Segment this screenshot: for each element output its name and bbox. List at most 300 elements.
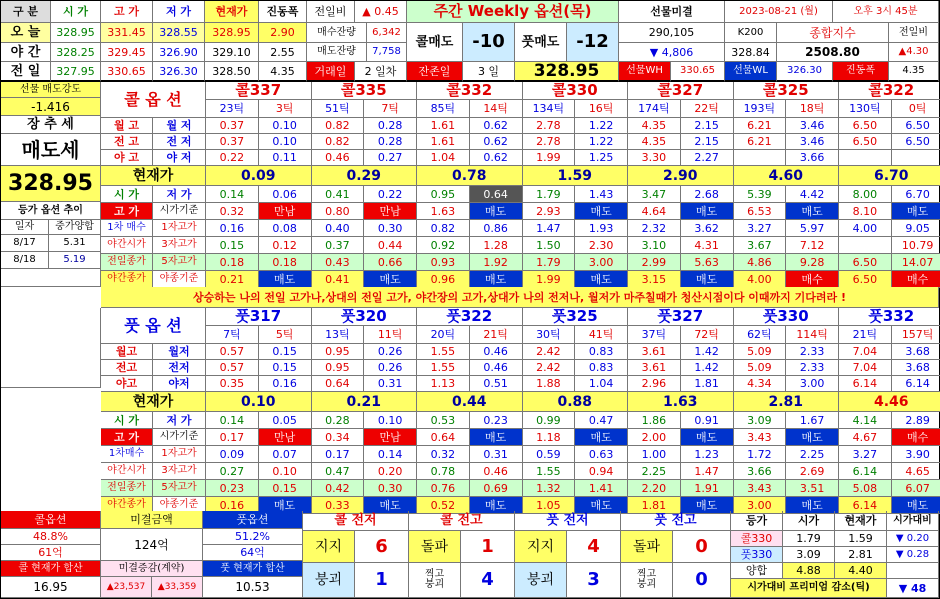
call-tick-b-0: 3틱 — [259, 100, 312, 118]
premium-label: 시가대비 프리미엄 감소(틱) — [731, 579, 887, 598]
call-bn-a-1: 0.41 — [312, 271, 365, 288]
call-bn-b-5: 매수 — [786, 271, 839, 288]
today-range: 2.90 — [259, 23, 307, 43]
call-b1-a-0: 0.16 — [206, 220, 259, 237]
call-monthly-lo-label: 월 저 — [153, 118, 206, 134]
put-prev-hi-1: 0.95 — [312, 360, 365, 376]
put-b5-b-3: 1.41 — [575, 480, 628, 497]
put-b5-a-1: 0.42 — [312, 480, 365, 497]
oi-change-label: 미결증감(계약) — [101, 561, 203, 577]
put-open-2: 0.53 — [417, 412, 470, 429]
call-b3-b-2: 1.28 — [470, 237, 523, 254]
eq-cur-label: 현재가 — [835, 511, 887, 531]
trend-title: 등가 옵션 추이 — [1, 202, 101, 220]
call-b1-b-4: 3.62 — [681, 220, 734, 237]
call-night-hi-1: 0.46 — [312, 150, 365, 166]
vib-value: 4.35 — [889, 62, 939, 82]
prevday-value: ▲ 0.45 — [355, 1, 407, 23]
call-b3-b-1: 0.44 — [364, 237, 417, 254]
k200-label: K200 — [725, 23, 777, 43]
pjg-break: 0 — [673, 531, 731, 563]
put-low-0: 0.05 — [259, 412, 312, 429]
eq-put-strike: 풋330 — [731, 547, 783, 563]
eq-vs-label: 시가대비 — [887, 511, 939, 531]
oi-change-call: ▲23,537 — [101, 577, 152, 598]
put-b3-label-a: 야간시가 — [101, 463, 153, 480]
prev-low: 326.30 — [153, 62, 205, 82]
put-sum: 10.53 — [203, 577, 303, 598]
strength-value: -1.416 — [1, 98, 101, 116]
put-b3-b-1: 0.20 — [364, 463, 417, 480]
wh-value: 330.65 — [671, 62, 725, 82]
call-option-label: 콜옵션 — [1, 511, 101, 529]
cjj-support-label: 지지 — [303, 531, 355, 563]
put-prev-lo-label: 전저 — [153, 360, 206, 376]
call-b3-b-5: 7.12 — [786, 237, 839, 254]
composite-value: 2508.80 — [777, 43, 889, 62]
composite-prev-change: ▲4.30 — [889, 43, 939, 62]
put-tick-a-6: 21틱 — [839, 326, 892, 344]
call-night-hi-2: 1.04 — [417, 150, 470, 166]
yang-empty — [887, 563, 939, 579]
call-prevlow-label: 콜 전저 — [303, 511, 409, 531]
tradeday-value: 2 일차 — [355, 62, 407, 82]
call-night-hi-label: 야 고 — [101, 150, 153, 166]
call-b1-b-6: 9.05 — [892, 220, 940, 237]
call-b1-a-5: 3.27 — [734, 220, 787, 237]
call-night-hi-6 — [839, 150, 892, 166]
put-sum-label: 풋 현재가 합산 — [203, 561, 303, 577]
call-prev-hi-5: 6.21 — [734, 134, 787, 150]
put-signal-6: 매수 — [892, 429, 940, 446]
call-b5-b-3: 3.00 — [575, 254, 628, 271]
put-monthly-hi-6: 7.04 — [839, 344, 892, 360]
put-prev-lo-5: 2.33 — [786, 360, 839, 376]
eq-call-cur: 1.59 — [835, 531, 887, 547]
call-b3-b-0: 0.12 — [259, 237, 312, 254]
call-strike-6: 콜322 — [839, 82, 940, 100]
put-prev-lo-2: 0.46 — [470, 360, 523, 376]
call-b3-a-6 — [839, 237, 892, 254]
call-bn-a-2: 0.96 — [417, 271, 470, 288]
put-b1-b-3: 0.63 — [575, 446, 628, 463]
put-b5-label-a: 전일종가 — [101, 480, 153, 497]
call-prev-lo-0: 0.10 — [259, 134, 312, 150]
call-bn-b-4: 매도 — [681, 271, 734, 288]
put-bn-b-6: 매도 — [892, 497, 940, 514]
call-signal-1: 만남 — [364, 203, 417, 220]
put-night-hi-4: 2.96 — [628, 376, 681, 392]
call-monthly-hi-label: 월 고 — [101, 118, 153, 134]
put-b5-a-4: 2.20 — [628, 480, 681, 497]
call-high-6: 8.10 — [839, 203, 892, 220]
k200-value: 328.84 — [725, 43, 777, 62]
put-monthly-lo-0: 0.15 — [259, 344, 312, 360]
call-b5-b-4: 5.63 — [681, 254, 734, 271]
put-monthly-hi-1: 0.95 — [312, 344, 365, 360]
call-tick-a-5: 193틱 — [734, 100, 787, 118]
put-night-lo-2: 0.51 — [470, 376, 523, 392]
cjj-support: 6 — [355, 531, 409, 563]
call-b3-a-2: 0.92 — [417, 237, 470, 254]
put-bn-b-1: 매도 — [364, 497, 417, 514]
put-bn-b-2: 매도 — [470, 497, 523, 514]
put-open-0: 0.14 — [206, 412, 259, 429]
put-b1-a-0: 0.09 — [206, 446, 259, 463]
call-current-1: 0.29 — [312, 166, 418, 186]
trend-empty-row — [1, 269, 101, 287]
call-signal-0: 만남 — [259, 203, 312, 220]
eq-put-vs: ▼ 0.28 — [887, 547, 939, 563]
call-bn-b-0: 매도 — [259, 271, 312, 288]
call-monthly-hi-6: 6.50 — [839, 118, 892, 134]
put-b3-b-3: 0.94 — [575, 463, 628, 480]
put-night-lo-3: 1.04 — [575, 376, 628, 392]
put-low-4: 0.91 — [681, 412, 734, 429]
fut-oi-label: 선물미결 — [619, 1, 725, 23]
call-current-label: 현재가 — [101, 166, 206, 186]
call-b1-a-4: 2.32 — [628, 220, 681, 237]
put-signal-2: 매도 — [470, 429, 523, 446]
call-low-2: 0.64 — [470, 186, 523, 203]
call-monthly-hi-1: 0.82 — [312, 118, 365, 134]
put-low-2: 0.23 — [470, 412, 523, 429]
market-trend: 매도세 — [1, 134, 101, 166]
call-open-3: 1.79 — [523, 186, 576, 203]
call-night-lo-6 — [892, 150, 940, 166]
put-night-hi-5: 4.34 — [734, 376, 787, 392]
call-tick-b-2: 14틱 — [470, 100, 523, 118]
call-b1-a-2: 0.82 — [417, 220, 470, 237]
call-high-2: 1.63 — [417, 203, 470, 220]
call-b5-a-2: 0.93 — [417, 254, 470, 271]
put-monthly-lo-6: 3.68 — [892, 344, 940, 360]
call-b5-b-6: 14.07 — [892, 254, 940, 271]
call-high-0: 0.32 — [206, 203, 259, 220]
put-high-1: 0.34 — [312, 429, 365, 446]
call-low-label: 저 가 — [153, 186, 206, 203]
call-monthly-hi-5: 6.21 — [734, 118, 787, 134]
call-bn-b-1: 매도 — [364, 271, 417, 288]
prev-high: 330.65 — [101, 62, 153, 82]
left-put-spacer — [1, 308, 101, 388]
call-b3-b-3: 2.30 — [575, 237, 628, 254]
cjg-touch: 4 — [461, 563, 515, 598]
put-night-hi-0: 0.35 — [206, 376, 259, 392]
call-b1-b-5: 5.97 — [786, 220, 839, 237]
strategy-banner: 상승하는 나의 전일 고가나,상대의 전일 고가, 야간장의 고가,상대가 나의 전저나, 월저가 마주칠때가 청산시점이다 이때까지 기다려라 ! — [101, 287, 939, 308]
put-current-2: 0.44 — [417, 392, 523, 412]
put-b3-b-2: 0.46 — [470, 463, 523, 480]
put-sell-label: 풋매도 — [515, 23, 567, 62]
call-night-lo-5: 3.66 — [786, 150, 839, 166]
call-tick-a-4: 174틱 — [628, 100, 681, 118]
call-open-5: 5.39 — [734, 186, 787, 203]
call-bn-a-5: 4.00 — [734, 271, 787, 288]
open-interest-label: 미결금액 — [101, 511, 203, 529]
weekly-title: 주간 Weekly 옵션(목) — [407, 1, 619, 23]
sell-remain-label: 매도잔량 — [307, 43, 367, 62]
put-b1-label-b: 1자고가 — [153, 446, 206, 463]
put-high-label: 고 가 — [101, 429, 153, 446]
pjg-touch: 0 — [673, 563, 731, 598]
trend-col-date: 일자 — [1, 220, 49, 235]
put-b3-a-0: 0.27 — [206, 463, 259, 480]
put-b5-b-0: 0.15 — [259, 480, 312, 497]
fut-oi-change: ▼ 4,806 — [619, 43, 725, 62]
put-bn-label-b: 야종기준 — [153, 497, 206, 514]
cjg-touch-label — [409, 563, 461, 598]
remain-value: 3 일 — [463, 62, 515, 82]
eq-label: 등가 — [731, 511, 783, 531]
call-signal-5: 매도 — [786, 203, 839, 220]
put-high-5: 3.43 — [734, 429, 787, 446]
put-bn-a-1: 0.33 — [312, 497, 365, 514]
call-night-hi-4: 3.30 — [628, 150, 681, 166]
call-b5-label-b: 5자고가 — [153, 254, 206, 271]
put-bn-b-4: 매도 — [681, 497, 734, 514]
call-prevhigh-label: 콜 전고 — [409, 511, 515, 531]
put-bn-a-3: 1.05 — [523, 497, 576, 514]
trend-date-2: 8/18 — [1, 252, 49, 269]
yang-open: 4.88 — [783, 563, 835, 579]
put-monthly-lo-1: 0.26 — [364, 344, 417, 360]
put-open-label: 시 가 — [101, 412, 153, 429]
put-low-5: 1.67 — [786, 412, 839, 429]
call-strike-5: 콜325 — [734, 82, 840, 100]
put-open-1: 0.28 — [312, 412, 365, 429]
put-b5-a-2: 0.76 — [417, 480, 470, 497]
call-b1-b-0: 0.08 — [259, 220, 312, 237]
put-current-5: 2.81 — [734, 392, 840, 412]
put-strike-1: 풋320 — [312, 308, 418, 326]
call-title: 콜 옵 션 — [101, 82, 206, 118]
cjj-collapse-label: 붕괴 — [303, 563, 355, 598]
call-current-3: 1.59 — [523, 166, 629, 186]
oi-change-put: ▲33,359 — [152, 577, 203, 598]
put-tick-b-2: 21틱 — [470, 326, 523, 344]
put-bn-b-3: 매도 — [575, 497, 628, 514]
call-prev-hi-0: 0.37 — [206, 134, 259, 150]
fut-oi-value: 290,105 — [619, 23, 725, 43]
put-tick-b-6: 157틱 — [892, 326, 940, 344]
put-strike-4: 풋327 — [628, 308, 734, 326]
pjj-collapse-label: 붕괴 — [515, 563, 567, 598]
put-night-lo-0: 0.16 — [259, 376, 312, 392]
call-b1-a-6: 4.00 — [839, 220, 892, 237]
yang-cur: 4.40 — [835, 563, 887, 579]
put-b1-b-0: 0.07 — [259, 446, 312, 463]
call-tick-b-6: 0틱 — [892, 100, 940, 118]
put-low-6: 2.89 — [892, 412, 940, 429]
put-option-label: 풋옵션 — [203, 511, 303, 529]
put-b3-a-5: 3.66 — [734, 463, 787, 480]
wl-label: 선물WL — [725, 62, 777, 82]
call-b1-a-3: 1.47 — [523, 220, 576, 237]
call-bn-b-3: 매도 — [575, 271, 628, 288]
call-monthly-hi-2: 1.61 — [417, 118, 470, 134]
call-monthly-lo-4: 2.15 — [681, 118, 734, 134]
call-strike-3: 콜330 — [523, 82, 629, 100]
put-prev-lo-4: 1.42 — [681, 360, 734, 376]
call-monthly-hi-3: 2.78 — [523, 118, 576, 134]
put-b1-a-1: 0.17 — [312, 446, 365, 463]
put-bn-label-a: 야간종가 — [101, 497, 153, 514]
call-b5-a-4: 2.99 — [628, 254, 681, 271]
call-current-2: 0.78 — [417, 166, 523, 186]
call-b3-label-b: 3자고가 — [153, 237, 206, 254]
put-sell-value: -12 — [567, 23, 619, 62]
call-sell-value: -10 — [463, 23, 515, 62]
put-open-5: 3.09 — [734, 412, 787, 429]
put-signal-4: 매도 — [681, 429, 734, 446]
call-low-6: 6.70 — [892, 186, 940, 203]
call-bn-a-3: 1.99 — [523, 271, 576, 288]
cjg-touch-line2: 붕괴 — [424, 579, 445, 590]
put-b1-b-1: 0.14 — [364, 446, 417, 463]
put-b1-b-2: 0.31 — [470, 446, 523, 463]
put-monthly-hi-4: 3.61 — [628, 344, 681, 360]
put-monthly-lo-label: 월저 — [153, 344, 206, 360]
call-b5-b-1: 0.66 — [364, 254, 417, 271]
put-night-lo-1: 0.31 — [364, 376, 417, 392]
call-b5-a-1: 0.43 — [312, 254, 365, 271]
call-current-4: 2.90 — [628, 166, 734, 186]
market-label: 장 추 세 — [1, 116, 101, 134]
header-open: 시 가 — [51, 1, 101, 23]
call-current-0: 0.09 — [206, 166, 312, 186]
put-high-3: 1.18 — [523, 429, 576, 446]
put-b5-a-3: 1.32 — [523, 480, 576, 497]
call-tick-a-6: 130틱 — [839, 100, 892, 118]
put-night-lo-4: 1.81 — [681, 376, 734, 392]
call-b5-b-0: 0.18 — [259, 254, 312, 271]
put-b3-a-3: 1.55 — [523, 463, 576, 480]
header-high: 고 가 — [101, 1, 153, 23]
put-prev-lo-0: 0.15 — [259, 360, 312, 376]
put-tick-b-3: 41틱 — [575, 326, 628, 344]
pjj-collapse: 3 — [567, 563, 621, 598]
put-b1-a-4: 1.00 — [628, 446, 681, 463]
call-prev-lo-1: 0.28 — [364, 134, 417, 150]
call-b3-a-3: 1.50 — [523, 237, 576, 254]
pjj-support: 4 — [567, 531, 621, 563]
put-strike-5: 풋330 — [734, 308, 840, 326]
put-tick-a-2: 20틱 — [417, 326, 470, 344]
put-tick-a-5: 62틱 — [734, 326, 787, 344]
put-b1-b-6: 3.90 — [892, 446, 940, 463]
call-b3-a-5: 3.67 — [734, 237, 787, 254]
call-high-3: 2.93 — [523, 203, 576, 220]
premium-value: ▼ 48 — [887, 579, 939, 598]
call-b3-a-1: 0.37 — [312, 237, 365, 254]
put-bn-b-0: 매도 — [259, 497, 312, 514]
call-prev-hi-label: 전 고 — [101, 134, 153, 150]
strength-label: 선물 매도강도 — [1, 82, 101, 98]
call-night-hi-5 — [734, 150, 787, 166]
call-tick-b-1: 7틱 — [364, 100, 417, 118]
tradeday-label: 거래일 — [307, 62, 355, 82]
call-b3-b-4: 4.31 — [681, 237, 734, 254]
time: 오후 3시 45분 — [833, 1, 939, 23]
call-amount: 61억 — [1, 545, 101, 561]
header-current: 현재가 — [205, 1, 259, 23]
put-b5-a-0: 0.23 — [206, 480, 259, 497]
wh-label: 선물WH — [619, 62, 671, 82]
call-signal-6: 매도 — [892, 203, 940, 220]
call-monthly-hi-4: 4.35 — [628, 118, 681, 134]
call-signal-4: 매도 — [681, 203, 734, 220]
put-signal-5: 매도 — [786, 429, 839, 446]
put-open-6: 4.14 — [839, 412, 892, 429]
call-open-1: 0.41 — [312, 186, 365, 203]
call-night-lo-0: 0.11 — [259, 150, 312, 166]
put-monthly-lo-3: 0.83 — [575, 344, 628, 360]
put-tick-b-5: 114틱 — [786, 326, 839, 344]
put-bn-a-6: 6.14 — [839, 497, 892, 514]
yang-label: 양합 — [731, 563, 783, 579]
put-b3-b-6: 4.65 — [892, 463, 940, 480]
pjj-support-label: 지지 — [515, 531, 567, 563]
put-tick-a-4: 37틱 — [628, 326, 681, 344]
call-prev-lo-4: 2.15 — [681, 134, 734, 150]
call-low-5: 4.42 — [786, 186, 839, 203]
call-prev-lo-5: 3.46 — [786, 134, 839, 150]
night-open: 328.25 — [51, 43, 101, 62]
put-monthly-hi-label: 월고 — [101, 344, 153, 360]
put-monthly-hi-2: 1.55 — [417, 344, 470, 360]
eq-open-label: 시가 — [783, 511, 835, 531]
put-current-1: 0.21 — [312, 392, 418, 412]
call-night-lo-4: 2.27 — [681, 150, 734, 166]
call-bn-b-2: 매도 — [470, 271, 523, 288]
call-b1-b-3: 1.93 — [575, 220, 628, 237]
call-prev-lo-3: 1.22 — [575, 134, 628, 150]
trend-col-eq: 중가양합 — [49, 220, 101, 235]
put-monthly-lo-2: 0.46 — [470, 344, 523, 360]
call-low-1: 0.22 — [364, 186, 417, 203]
put-b5-b-1: 0.30 — [364, 480, 417, 497]
call-tick-b-4: 22틱 — [681, 100, 734, 118]
call-prev-hi-3: 2.78 — [523, 134, 576, 150]
call-high-5: 6.53 — [734, 203, 787, 220]
call-tick-a-1: 51틱 — [312, 100, 365, 118]
put-bn-b-5: 매도 — [786, 497, 839, 514]
put-b3-b-0: 0.10 — [259, 463, 312, 480]
put-monthly-lo-4: 1.42 — [681, 344, 734, 360]
today-current: 328.95 — [205, 23, 259, 43]
call-open-0: 0.14 — [206, 186, 259, 203]
put-b3-a-4: 2.25 — [628, 463, 681, 480]
call-b1-b-1: 0.30 — [364, 220, 417, 237]
put-high-2: 0.64 — [417, 429, 470, 446]
night-current: 329.10 — [205, 43, 259, 62]
put-strike-0: 풋317 — [206, 308, 312, 326]
call-sum: 16.95 — [1, 577, 101, 598]
call-night-lo-3: 1.25 — [575, 150, 628, 166]
put-high-4: 2.00 — [628, 429, 681, 446]
put-b1-b-4: 1.23 — [681, 446, 734, 463]
call-sell-label: 콜매도 — [407, 23, 463, 62]
call-b1-label-b: 1자고가 — [153, 220, 206, 237]
composite-prev-label: 전일비 — [889, 23, 939, 43]
call-signal-2: 매도 — [470, 203, 523, 220]
put-bn-a-4: 1.81 — [628, 497, 681, 514]
call-prev-lo-6: 6.50 — [892, 134, 940, 150]
call-open-4: 3.47 — [628, 186, 681, 203]
call-b3-a-0: 0.15 — [206, 237, 259, 254]
call-b5-b-2: 1.92 — [470, 254, 523, 271]
